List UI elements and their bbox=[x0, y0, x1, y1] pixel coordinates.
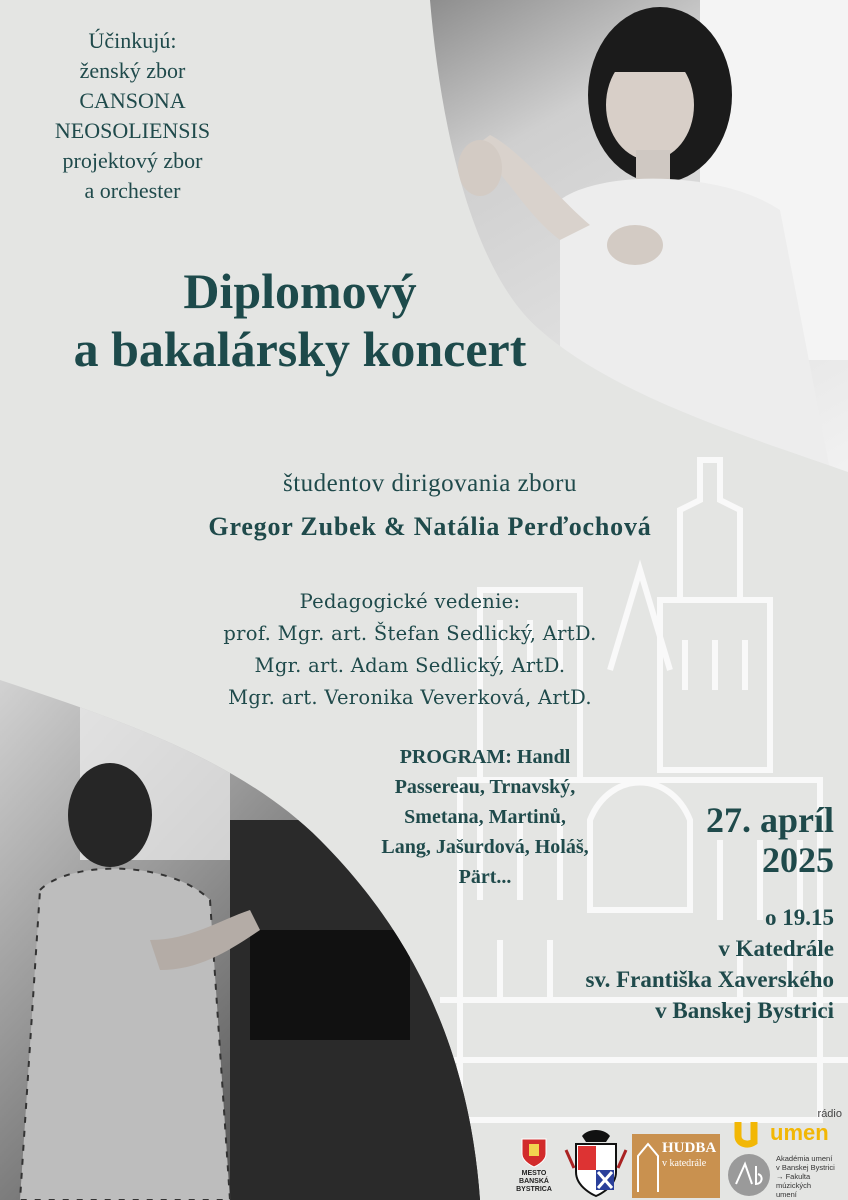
performers-line: ženský zbor bbox=[79, 58, 186, 83]
radio-lumen-logo bbox=[730, 1108, 846, 1152]
academy-logo-icon bbox=[726, 1152, 772, 1198]
academy-logo-text bbox=[776, 1154, 848, 1199]
radio-logo-name: umen bbox=[770, 1120, 829, 1145]
program-line: Smetana, Martinů, bbox=[404, 806, 566, 828]
performers-line: projektový zbor bbox=[62, 148, 203, 173]
title-line-2: a bakalársky koncert bbox=[73, 321, 527, 377]
radio-logo-top: rádio bbox=[817, 1108, 842, 1120]
venue-time: o 19.15 bbox=[765, 905, 834, 930]
subtitle: študentov dirigovania zboru bbox=[283, 470, 577, 497]
sponsor-logos bbox=[490, 1108, 848, 1200]
hudba-logo-title: HUDBA bbox=[662, 1140, 717, 1156]
academy-line: umení bbox=[776, 1190, 797, 1199]
program-line: Lang, Jašurdová, Holáš, bbox=[381, 836, 589, 858]
academy-line: Akadémia umení bbox=[776, 1154, 833, 1163]
program-list bbox=[360, 742, 610, 892]
date-year: 2025 bbox=[762, 840, 834, 880]
hudba-logo-subtitle: v katedrále bbox=[662, 1158, 707, 1169]
teacher-name: Mgr. art. Adam Sedlický, ArtD. bbox=[254, 654, 566, 677]
performers-block bbox=[20, 26, 245, 206]
conductor-photo-bottom bbox=[0, 640, 520, 1200]
venue-line: v Katedrále bbox=[718, 936, 834, 961]
academy-line: múzických bbox=[776, 1181, 812, 1190]
concert-venue bbox=[585, 902, 834, 1026]
performers-heading: Účinkujú: bbox=[88, 28, 177, 53]
date-day: 27. apríl bbox=[705, 800, 834, 840]
hudba-v-katedrale-logo bbox=[632, 1134, 720, 1198]
student-names: Gregor Zubek & Natália Perďochová bbox=[208, 512, 652, 541]
program-line: Passereau, Trnavský, bbox=[394, 776, 576, 798]
pedagogical-supervision bbox=[150, 586, 670, 714]
performers-line: a orchester bbox=[84, 178, 181, 203]
city-logo-line2: BANSKÁ BYSTRICA bbox=[516, 1178, 552, 1193]
teacher-name: prof. Mgr. art. Štefan Sedlický, ArtD. bbox=[223, 622, 597, 645]
performers-line: NEOSOLIENSIS bbox=[54, 118, 211, 143]
radio-lumen-mark-icon bbox=[734, 1118, 774, 1148]
city-logo-line1: MESTO bbox=[521, 1170, 547, 1177]
city-logo bbox=[504, 1138, 564, 1198]
academy-line: v Banskej Bystrici bbox=[776, 1163, 835, 1172]
pedagog-heading: Pedagogické vedenie: bbox=[299, 590, 521, 613]
program-line: Pärt... bbox=[458, 866, 512, 888]
venue-line: v Banskej Bystrici bbox=[655, 998, 834, 1023]
title-line-1: Diplomový bbox=[183, 263, 417, 319]
city-shield-icon bbox=[521, 1138, 547, 1168]
cathedral-mini-icon bbox=[634, 1142, 662, 1192]
concert-title bbox=[20, 262, 580, 378]
performers-line: CANSONA bbox=[79, 88, 186, 113]
diocese-coat-of-arms-icon bbox=[562, 1128, 630, 1200]
academy-line: → Fakulta bbox=[776, 1172, 811, 1181]
concert-date bbox=[706, 800, 834, 880]
teacher-name: Mgr. art. Veronika Veverková, ArtD. bbox=[228, 686, 592, 709]
program-line: PROGRAM: Handl bbox=[399, 746, 571, 768]
venue-line: sv. Františka Xaverského bbox=[585, 967, 834, 992]
